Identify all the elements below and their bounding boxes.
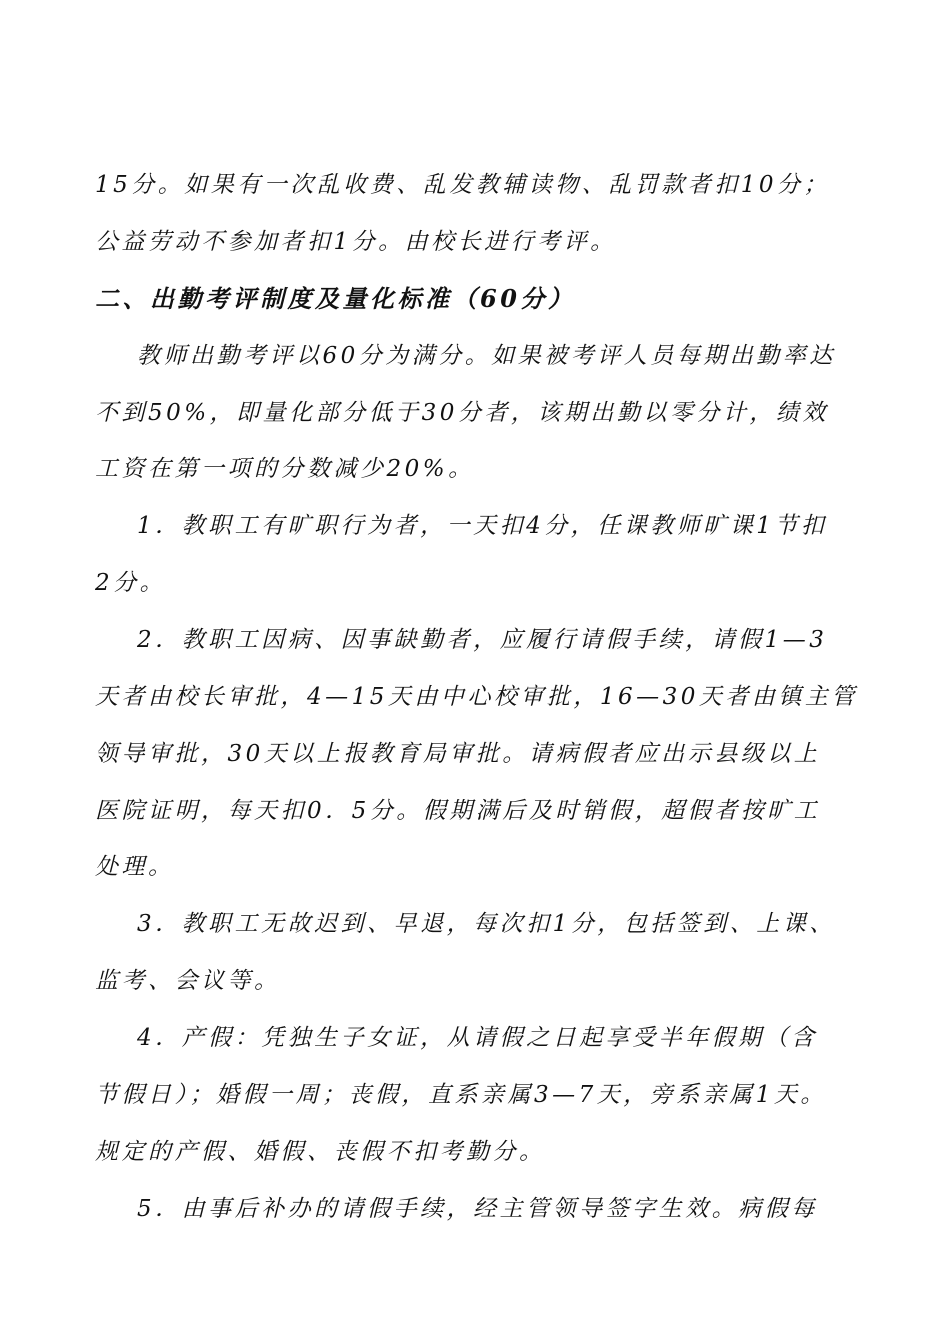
list-item-1-line: 1．教职工有旷职行为者，一天扣4分，任课教师旷课1节扣 bbox=[137, 513, 828, 539]
section-heading: 二、出勤考评制度及量化标准（60分） bbox=[95, 284, 576, 313]
list-item-3-line: 3．教职工无故迟到、早退，每次扣1分，包括签到、上课、 bbox=[137, 911, 836, 937]
paragraph-line: 不到50%，即量化部分低于30分者，该期出勤以零分计，绩效 bbox=[95, 400, 829, 426]
paragraph-line: 公益劳动不参加者扣1分。由校长进行考评。 bbox=[95, 229, 617, 255]
list-item-5-line: 5．由事后补办的请假手续，经主管领导签字生效。病假每 bbox=[137, 1196, 818, 1222]
list-item-2-line: 领导审批，30天以上报教育局审批。请病假者应出示县级以上 bbox=[95, 741, 821, 767]
list-item-1-line: 2分。 bbox=[95, 570, 167, 596]
list-item-4-line: 规定的产假、婚假、丧假不扣考勤分。 bbox=[95, 1139, 546, 1165]
paragraph-line: 工资在第一项的分数减少20%。 bbox=[95, 456, 475, 482]
list-item-3-line: 监考、会议等。 bbox=[95, 968, 281, 994]
list-item-4-line: 节假日）；婚假一周；丧假，直系亲属3—7天，旁系亲属1天。 bbox=[95, 1082, 827, 1108]
paragraph-line: 15分。如果有一次乱收费、乱发教辅读物、乱罚款者扣10分； bbox=[95, 172, 831, 198]
list-item-2-line: 处理。 bbox=[95, 854, 175, 880]
list-item-2-line: 天者由校长审批，4—15天由中心校审批，16—30天者由镇主管 bbox=[95, 684, 858, 710]
list-item-4-line: 4．产假：凭独生子女证，从请假之日起享受半年假期（含 bbox=[137, 1025, 818, 1051]
list-item-2-line: 2．教职工因病、因事缺勤者，应履行请假手续，请假1—3 bbox=[137, 627, 828, 653]
list-item-2-line: 医院证明，每天扣0．5分。假期满后及时销假，超假者按旷工 bbox=[95, 798, 821, 824]
paragraph-line: 教师出勤考评以60分为满分。如果被考评人员每期出勤率达 bbox=[137, 343, 836, 369]
